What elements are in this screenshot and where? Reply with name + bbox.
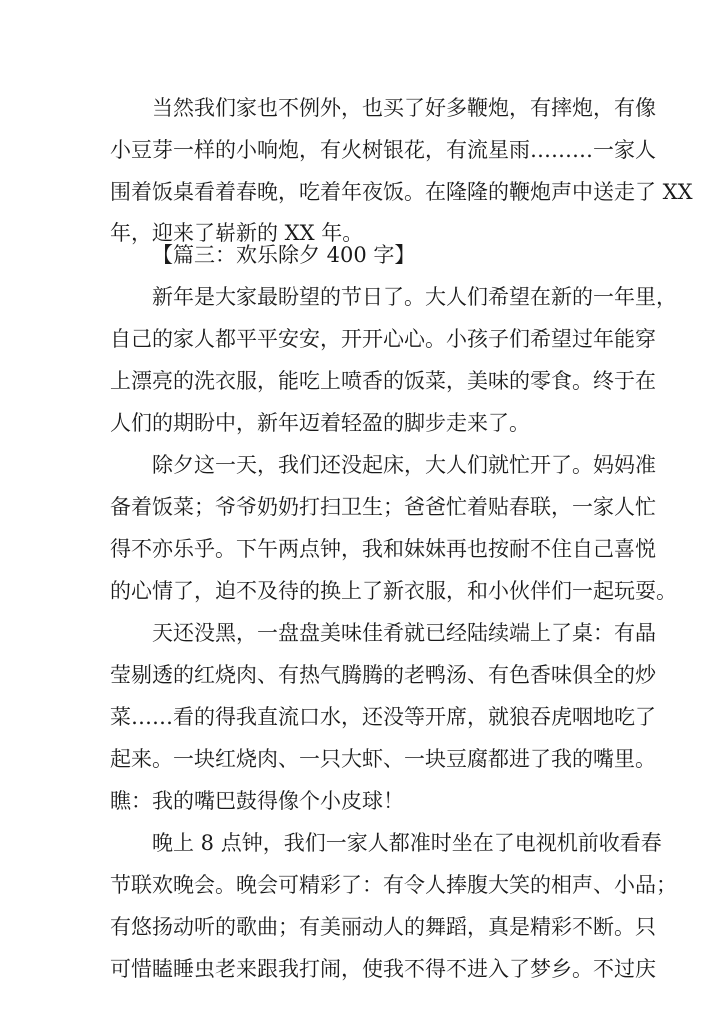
paragraph-line: 围着饭桌看着春晚，吃着年夜饭。在隆隆的鞭炮声中送走了 XX: [110, 180, 693, 204]
paragraph-line: 莹剔透的红烧肉、有热气腾腾的老鸭汤、有色香味俱全的炒: [110, 663, 656, 687]
paragraph-line: 瞧：我的嘴巴鼓得像个小皮球！: [110, 789, 404, 813]
paragraph-line: 备着饭菜；爷爷奶奶打扫卫生；爸爸忙着贴春联，一家人忙: [110, 495, 656, 519]
paragraph-line: 有悠扬动听的歌曲；有美丽动人的舞蹈，真是精彩不断。只: [110, 915, 656, 939]
paragraph-line: 晚上 8 点钟，我们一家人都准时坐在了电视机前收看春: [152, 831, 662, 855]
paragraph-line: 新年是大家最盼望的节日了。大人们希望在新的一年里，: [152, 285, 677, 309]
paragraph-line: 除夕这一天，我们还没起床，大人们就忙开了。妈妈准: [152, 453, 656, 477]
paragraph-line: 起来。一块红烧肉、一只大虾、一块豆腐都进了我的嘴里。: [110, 747, 656, 771]
paragraph-line: 上漂亮的洗衣服，能吃上喷香的饭菜，美味的零食。终于在: [110, 369, 656, 393]
paragraph-line: 自己的家人都平平安安，开开心心。小孩子们希望过年能穿: [110, 327, 656, 351]
paragraph-line: 菜……看的得我直流口水，还没等开席，就狼吞虎咽地吃了: [110, 705, 656, 729]
paragraph-line: 得不亦乐乎。下午两点钟，我和妹妹再也按耐不住自己喜悦: [110, 537, 656, 561]
paragraph-line: 年，迎来了崭新的 XX 年。: [110, 221, 364, 245]
paragraph-line: 天还没黑，一盘盘美味佳肴就已经陆续端上了桌：有晶: [152, 621, 656, 645]
paragraph-line: 当然我们家也不例外，也买了好多鞭炮，有摔炮，有像: [152, 96, 656, 120]
paragraph-line: 的心情了，迫不及待的换上了新衣服，和小伙伴们一起玩耍。: [110, 579, 677, 603]
section-heading: 【篇三：欢乐除夕 400 字】: [152, 243, 416, 267]
paragraph-line: 小豆芽一样的小响炮，有火树银花，有流星雨………一家人: [110, 138, 656, 162]
paragraph-line: 可惜瞌睡虫老来跟我打闹，使我不得不进入了梦乡。不过庆: [110, 957, 656, 981]
paragraph-line: 节联欢晚会。晚会可精彩了：有令人捧腹大笑的相声、小品；: [110, 873, 677, 897]
paragraph-line: 人们的期盼中，新年迈着轻盈的脚步走来了。: [110, 411, 530, 435]
